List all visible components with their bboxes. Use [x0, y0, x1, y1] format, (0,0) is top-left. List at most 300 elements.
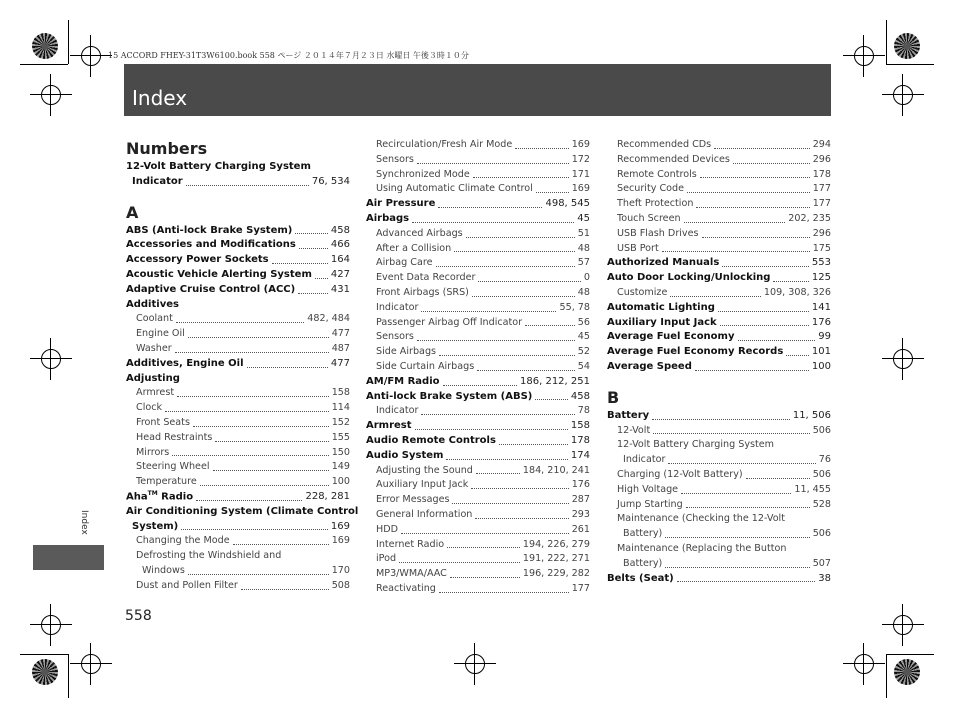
leader-dots — [720, 325, 809, 326]
index-entry-term: Auxiliary Input Jack — [376, 479, 469, 491]
index-entry-page-ref: 101 — [811, 346, 831, 358]
index-entry-term: Aha™ Radio — [126, 489, 194, 502]
index-entry — [607, 483, 831, 498]
index-entry — [126, 357, 350, 372]
leader-dots — [176, 322, 304, 323]
index-entry — [366, 153, 590, 168]
leader-dots — [662, 251, 810, 252]
leader-dots — [196, 500, 302, 501]
crop-line — [886, 64, 934, 65]
index-entry-term: Error Messages — [376, 494, 450, 506]
index-entry-term: Steering Wheel — [136, 461, 210, 473]
index-entry-term: Advanced Airbags — [376, 227, 463, 239]
index-entry-term: Adaptive Cruise Control (ACC) — [126, 283, 296, 295]
index-entry — [607, 197, 831, 212]
index-entry-term: Side Airbags — [376, 346, 437, 358]
leader-dots — [452, 503, 568, 504]
leader-dots — [165, 411, 329, 412]
index-entry-term: MP3/WMA/AAC — [376, 568, 447, 580]
index-entry-page-ref: 427 — [330, 268, 350, 280]
index-entry-term: Auto Door Locking/Unlocking — [607, 272, 771, 284]
index-entry — [126, 505, 359, 520]
index-entry — [126, 401, 350, 416]
index-entry — [607, 227, 831, 242]
leader-dots — [299, 248, 328, 249]
index-entry — [607, 153, 831, 168]
index-entry — [607, 468, 831, 483]
index-entry-page-ref: 169 — [331, 535, 350, 547]
leader-dots — [415, 429, 568, 430]
leader-dots — [295, 233, 328, 234]
index-entry — [366, 345, 590, 360]
leader-dots — [478, 281, 580, 282]
registration-mark — [38, 82, 64, 108]
registration-mark — [890, 346, 916, 372]
index-entry-term: Belts (Seat) — [607, 572, 674, 584]
crop-line — [886, 20, 887, 64]
trademark-superscript: TM — [147, 489, 158, 497]
index-entry-term: Average Speed — [607, 360, 692, 372]
index-entry — [126, 175, 350, 190]
index-entry — [607, 512, 831, 527]
index-entry-term: ABS (Anti-lock Brake System) — [126, 224, 293, 236]
index-entry-page-ref: 194, 226, 279 — [522, 538, 590, 550]
index-entry-term: Sensors — [376, 331, 414, 343]
registration-mark — [851, 43, 877, 69]
index-entry-page-ref: 477 — [331, 328, 350, 340]
leader-dots — [215, 441, 328, 442]
index-entry-page-ref: 487 — [331, 342, 350, 354]
leader-dots — [446, 459, 567, 460]
leader-dots — [653, 433, 809, 434]
index-entry — [366, 375, 590, 390]
index-entry — [126, 372, 350, 387]
leader-dots — [695, 370, 809, 371]
index-entry — [366, 301, 590, 316]
index-entry — [126, 520, 350, 535]
leader-dots — [786, 355, 809, 356]
index-entry-page-ref: 169 — [571, 139, 590, 150]
index-entry-term: General Information — [376, 508, 473, 520]
index-entry — [366, 242, 590, 257]
index-entry-term: Accessory Power Sockets — [126, 254, 269, 266]
index-entry-page-ref: 38 — [818, 572, 831, 584]
index-entry-page-ref: 48 — [577, 242, 590, 254]
index-entry-page-ref: 482, 484 — [307, 313, 350, 325]
index-entry — [366, 508, 590, 523]
index-entry — [366, 182, 590, 197]
leader-dots — [315, 278, 328, 279]
index-entry-term: 12-Volt — [617, 424, 651, 436]
index-entry-page-ref: 109, 308, 326 — [763, 286, 831, 298]
index-entry-term: Adjusting — [126, 372, 180, 384]
index-entry-page-ref: 177 — [571, 582, 590, 594]
index-entry — [607, 572, 831, 587]
index-entry — [126, 534, 350, 549]
index-entry — [607, 409, 831, 424]
index-entry-page-ref: 458 — [330, 224, 350, 236]
leader-dots — [181, 529, 328, 530]
leader-dots — [172, 455, 328, 456]
index-entry-term: Indicator — [376, 301, 419, 313]
index-entry-page-ref: 175 — [812, 242, 831, 254]
index-entry-page-ref: 196, 229, 282 — [522, 568, 590, 580]
index-entry — [126, 312, 350, 327]
leader-dots — [535, 399, 568, 400]
leader-dots — [700, 177, 810, 178]
index-entry-term: Battery — [607, 409, 650, 421]
index-entry-page-ref: 100 — [811, 360, 831, 372]
index-entry-page-ref: 171 — [571, 168, 590, 180]
index-entry-page-ref: 431 — [330, 283, 350, 295]
index-entry — [366, 538, 590, 553]
registration-mark — [851, 651, 877, 677]
index-entry-page-ref: 150 — [331, 446, 350, 458]
index-entry — [366, 404, 590, 419]
index-entry-term: System) — [132, 520, 179, 532]
index-entry — [366, 434, 590, 449]
index-entry-term: Average Fuel Economy Records — [607, 346, 784, 358]
index-letter-heading: A — [126, 202, 139, 222]
leader-dots — [525, 325, 575, 326]
index-entry-term: USB Flash Drives — [617, 227, 699, 239]
leader-dots — [702, 237, 810, 238]
index-entry-page-ref: 186, 212, 251 — [520, 375, 590, 387]
index-entry — [607, 345, 831, 360]
leader-dots — [454, 251, 575, 252]
leader-dots — [421, 414, 574, 415]
index-entry — [366, 582, 590, 597]
index-entry-term: Head Restraints — [136, 431, 213, 443]
print-target-mark — [894, 33, 920, 59]
leader-dots — [421, 311, 556, 312]
index-entry-term: Airbag Care — [376, 257, 433, 269]
index-entry-page-ref: 152 — [331, 416, 350, 428]
index-entry-page-ref: 48 — [577, 286, 590, 298]
index-entry — [126, 386, 350, 401]
index-entry-term: Charging (12-Volt Battery) — [617, 468, 743, 480]
leader-dots — [188, 337, 329, 338]
index-entry — [366, 449, 590, 464]
index-entry-page-ref: 553 — [811, 257, 831, 269]
index-entry-page-ref: 45 — [577, 212, 590, 224]
index-entry — [366, 227, 590, 242]
index-entry-page-ref: 52 — [577, 346, 590, 358]
crop-line — [20, 64, 68, 65]
print-target-mark — [32, 659, 58, 685]
leader-dots — [447, 547, 520, 548]
leader-dots — [722, 266, 809, 267]
index-entry-page-ref: 57 — [577, 257, 590, 269]
index-entry-page-ref: 176 — [811, 316, 831, 328]
index-entry-term: Touch Screen — [617, 212, 681, 224]
index-entry-term: Event Data Recorder — [376, 272, 476, 284]
index-entry-term: Armrest — [366, 420, 412, 432]
index-entry-page-ref: 125 — [811, 272, 831, 284]
index-entry — [126, 268, 350, 283]
index-entry-page-ref: 172 — [571, 153, 590, 165]
index-entry-term: High Voltage — [617, 483, 679, 495]
index-entry — [126, 431, 350, 446]
index-entry — [366, 197, 590, 212]
index-entry-page-ref: 149 — [331, 461, 350, 473]
index-entry — [366, 464, 590, 479]
index-letter-heading: Numbers — [126, 139, 208, 158]
leader-dots — [477, 370, 575, 371]
index-entry-term: Average Fuel Economy — [607, 331, 735, 343]
index-entry-page-ref: 177 — [812, 183, 831, 195]
leader-dots — [686, 507, 810, 508]
index-entry — [366, 286, 590, 301]
index-entry-term: Coolant — [136, 313, 173, 325]
index-entry-page-ref: 178 — [812, 168, 831, 180]
leader-dots — [684, 222, 786, 223]
leader-dots — [733, 163, 810, 164]
index-entry — [607, 438, 831, 453]
index-entry — [126, 446, 350, 461]
index-entry — [366, 567, 590, 582]
index-entry-page-ref: 458 — [570, 390, 590, 402]
leader-dots — [738, 340, 816, 341]
print-target-mark — [32, 33, 58, 59]
index-entry-page-ref: 477 — [330, 357, 350, 369]
index-entry — [126, 549, 350, 564]
index-entry-page-ref: 176 — [571, 479, 590, 491]
registration-mark — [890, 612, 916, 638]
leader-dots — [652, 419, 790, 420]
index-entry-page-ref: 170 — [331, 564, 350, 576]
index-entry-page-ref: 51 — [577, 227, 590, 239]
index-entry — [126, 564, 350, 579]
registration-mark — [38, 612, 64, 638]
leader-dots — [401, 533, 569, 534]
crop-line — [20, 654, 68, 655]
index-entry-term: Recommended CDs — [617, 139, 712, 150]
leader-dots — [687, 192, 810, 193]
index-entry — [126, 253, 350, 268]
index-entry-term: Washer — [136, 342, 172, 354]
index-entry-term: Defrosting the Windshield and — [136, 550, 282, 562]
leader-dots — [536, 192, 569, 193]
index-entry — [126, 283, 350, 298]
index-entry-page-ref: 164 — [330, 254, 350, 266]
leader-dots — [436, 266, 575, 267]
leader-dots — [472, 296, 575, 297]
index-entry-page-ref: 158 — [570, 420, 590, 432]
index-entry — [366, 256, 590, 271]
index-entry — [126, 238, 350, 253]
leader-dots — [177, 396, 329, 397]
index-entry-page-ref: 56 — [577, 316, 590, 328]
leader-dots — [200, 485, 329, 486]
index-entry-page-ref: 506 — [812, 468, 831, 480]
leader-dots — [665, 537, 809, 538]
index-entry — [126, 298, 350, 313]
index-entry-page-ref: 169 — [330, 520, 350, 532]
index-entry — [607, 301, 831, 316]
index-entry-term: Indicator — [132, 175, 183, 187]
index-entry-page-ref: 54 — [577, 360, 590, 372]
leader-dots — [247, 367, 328, 368]
index-entry-term: Changing the Mode — [136, 535, 230, 547]
index-entry — [126, 327, 350, 342]
index-entry-page-ref: 155 — [331, 431, 350, 443]
crop-line — [68, 20, 69, 64]
index-entry-page-ref: 296 — [812, 227, 831, 239]
page-title: Index — [132, 86, 188, 110]
registration-mark — [462, 651, 488, 677]
index-entry-page-ref: 508 — [331, 579, 350, 591]
index-entry-term: Clock — [136, 402, 163, 414]
index-entry-term: Recirculation/Fresh Air Mode — [376, 139, 513, 150]
index-entry-page-ref: 141 — [811, 301, 831, 313]
index-entry-page-ref: 228, 281 — [305, 490, 350, 502]
index-entry-term: Additives — [126, 298, 179, 310]
index-entry — [366, 478, 590, 493]
index-entry-term: Mirrors — [136, 446, 170, 458]
index-entry-page-ref: 100 — [331, 476, 350, 488]
index-entry-page-ref: 78 — [577, 405, 590, 417]
index-entry — [366, 138, 590, 153]
leader-dots — [439, 592, 569, 593]
leader-dots — [241, 589, 329, 590]
index-entry-page-ref: 507 — [812, 557, 831, 569]
leader-dots — [515, 148, 568, 149]
index-entry — [607, 542, 831, 557]
index-entry-page-ref: 296 — [812, 153, 831, 165]
index-entry — [607, 498, 831, 513]
index-letter-heading: B — [607, 387, 620, 407]
leader-dots — [746, 478, 810, 479]
print-meta-line: 15 ACCORD FHEY-31T3W6100.book 558 ページ ２０１４年７月２３日 水曜日 午後３時１０分 — [108, 51, 469, 60]
index-entry-page-ref: 506 — [812, 528, 831, 540]
index-entry-term: Anti-lock Brake System (ABS) — [366, 390, 533, 402]
index-entry-page-ref: 178 — [570, 434, 590, 446]
index-entry — [607, 212, 831, 227]
index-entry-page-ref: 169 — [571, 183, 590, 195]
index-entry-term: Armrest — [136, 387, 175, 399]
index-entry-page-ref: 528 — [812, 498, 831, 510]
index-entry — [126, 224, 350, 239]
leader-dots — [475, 518, 568, 519]
index-entry-term: Internet Radio — [376, 538, 445, 550]
index-entry-term: Recommended Devices — [617, 153, 730, 165]
index-entry-page-ref: 498, 545 — [545, 198, 590, 210]
index-entry-term: Temperature — [136, 476, 197, 488]
leader-dots — [473, 177, 569, 178]
leader-dots — [417, 340, 575, 341]
index-entry-page-ref: 287 — [571, 494, 590, 506]
index-entry-page-ref: 11, 455 — [794, 483, 831, 495]
index-entry — [366, 212, 590, 227]
index-entry-term: Remote Controls — [617, 168, 697, 180]
leader-dots — [665, 567, 809, 568]
index-entry — [607, 527, 831, 542]
index-entry-term: Maintenance (Checking the 12-Volt — [617, 513, 785, 525]
index-entry-page-ref: 294 — [812, 139, 831, 150]
print-target-mark — [894, 659, 920, 685]
index-entry-term: Automatic Lighting — [607, 301, 715, 313]
index-entry-page-ref: 191, 222, 271 — [522, 553, 590, 565]
leader-dots — [213, 470, 329, 471]
leader-dots — [399, 562, 520, 563]
index-entry-term: USB Port — [617, 242, 659, 254]
index-entry — [607, 424, 831, 439]
index-entry-term: Side Curtain Airbags — [376, 360, 475, 372]
index-entry — [126, 160, 350, 175]
index-entry-term: Jump Starting — [617, 498, 683, 510]
index-entry-term: Adjusting the Sound — [376, 464, 473, 476]
leader-dots — [466, 237, 575, 238]
index-entry-term: Sensors — [376, 153, 414, 165]
section-tab — [33, 545, 104, 570]
index-entry-term: Additives, Engine Oil — [126, 357, 244, 369]
index-entry — [366, 523, 590, 538]
index-entry-term: 12-Volt Battery Charging System — [126, 161, 311, 172]
index-entry — [366, 316, 590, 331]
index-entry — [607, 286, 831, 301]
leader-dots — [471, 488, 568, 489]
index-entry-page-ref: 55, 78 — [559, 301, 590, 313]
index-column-2 — [366, 138, 590, 597]
crop-line — [68, 654, 69, 698]
index-header-bar — [124, 64, 831, 116]
crop-line — [886, 654, 934, 655]
index-entry-term: Reactivating — [376, 582, 436, 594]
crop-line — [886, 654, 887, 698]
registration-mark — [890, 82, 916, 108]
side-section-label: Index — [79, 510, 89, 535]
index-entry-term: Battery) — [623, 528, 663, 540]
index-column-3 — [607, 138, 831, 586]
index-entry-page-ref: 99 — [818, 331, 831, 343]
index-entry — [366, 271, 590, 286]
index-entry-page-ref: 466 — [330, 239, 350, 251]
index-entry-term: Customize — [617, 286, 668, 298]
index-entry — [607, 271, 831, 286]
index-column-1 — [126, 138, 359, 594]
page-number: 558 — [125, 608, 152, 624]
index-entry — [607, 242, 831, 257]
registration-mark — [78, 651, 104, 677]
index-entry-term: Audio System — [366, 449, 444, 461]
leader-dots — [773, 281, 808, 282]
index-entry — [607, 453, 831, 468]
index-entry-term: Passenger Airbag Off Indicator — [376, 316, 523, 328]
index-entry-page-ref: 11, 506 — [792, 409, 831, 421]
leader-dots — [677, 581, 816, 582]
leader-dots — [476, 473, 520, 474]
index-entry — [607, 256, 831, 271]
index-entry — [126, 416, 350, 431]
leader-dots — [499, 444, 568, 445]
index-entry-term: After a Collision — [376, 242, 452, 254]
index-entry-page-ref: 76, 534 — [311, 175, 350, 187]
leader-dots — [443, 385, 518, 386]
index-entry — [607, 360, 831, 375]
index-entry — [607, 330, 831, 345]
index-entry-term: Authorized Manuals — [607, 257, 720, 269]
leader-dots — [450, 577, 520, 578]
leader-dots — [175, 352, 329, 353]
index-entry-term: Front Airbags (SRS) — [376, 286, 469, 298]
leader-dots — [298, 293, 328, 294]
index-entry-page-ref: 261 — [571, 523, 590, 535]
index-entry — [366, 493, 590, 508]
index-entry-term: Security Code — [617, 183, 685, 195]
leader-dots — [188, 574, 329, 575]
leader-dots — [681, 493, 791, 494]
